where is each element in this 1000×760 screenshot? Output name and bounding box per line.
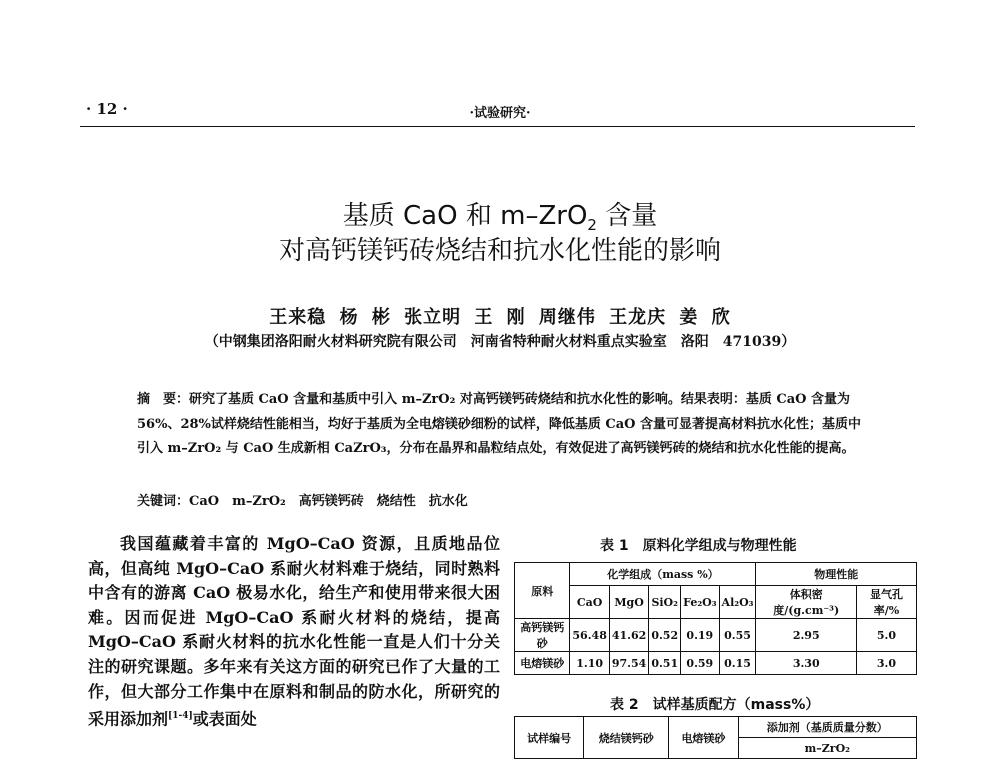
table-1-caption: 表 1 原料化学组成与物理性能 (600, 538, 797, 554)
table-cell: 3.30 (756, 652, 856, 675)
table-header: 电熔镁砂 (669, 717, 738, 759)
table-row (515, 652, 917, 675)
body-paragraph (88, 532, 500, 732)
table-cell: 56.48 (570, 619, 609, 652)
table-cell: 5.0 (856, 619, 916, 652)
page-number: · 12 · (86, 100, 128, 118)
table-cell: 高钙镁钙砂 (515, 619, 570, 652)
table-cell: 电熔镁砂 (515, 652, 570, 675)
table-column-header: SiO₂ (649, 586, 681, 619)
table-column-header: m–ZrO₂ (738, 738, 916, 759)
table-cell: 0.15 (719, 652, 756, 675)
table-cell: 0.52 (649, 619, 681, 652)
table-column-header: CaO (570, 586, 609, 619)
title-subscript: 2 (587, 216, 597, 235)
running-header: ·试验研究· (469, 106, 531, 121)
paper-title-line-2: 对高钙镁钙砖烧结和抗水化性能的影响 (278, 236, 721, 266)
citation: [1-4] (168, 711, 193, 722)
table-cell: 2.95 (756, 619, 856, 652)
abstract-label: 摘 要： (137, 392, 190, 407)
body-text-part-2: 或表面处 (192, 709, 257, 729)
table-cell: 0.19 (681, 619, 719, 652)
affiliation: （中钢集团洛阳耐火材料研究院有限公司 河南省特种耐火材料重点实验室 洛阳 471039） (204, 334, 796, 350)
table-column-header: 体积密度/(g.cm⁻³) (756, 586, 856, 619)
table-column-header: 显气孔率/% (856, 586, 916, 619)
body-text (88, 532, 500, 732)
table-cell: 0.59 (681, 652, 719, 675)
table-cell: 97.54 (609, 652, 648, 675)
table-header: 烧结镁钙砂 (584, 717, 669, 759)
table-header: 物理性能 (756, 563, 917, 586)
keywords (137, 490, 865, 509)
header-rule (80, 126, 915, 127)
table-cell: 3.0 (856, 652, 916, 675)
table-cell: 0.51 (649, 652, 681, 675)
table-column-header: Al₂O₃ (719, 586, 756, 619)
table-row (515, 619, 917, 652)
table-header: 添加剂（基质质量分数） (738, 717, 916, 738)
keywords-label: 关键词： (137, 494, 190, 509)
table-header: 试样编号 (515, 717, 584, 759)
abstract (137, 388, 865, 462)
body-text-part-1: 我国蕴藏着丰富的 MgO–CaO 资源，且质地品位高，但高纯 MgO–CaO 系耐火材料难于烧结，同时熟料中含有的游离 CaO 极易水化，给生产和使用带来很大困难。因而促进 MgO–CaO 系耐火材料的烧结，提高 MgO–CaO 系耐火材料的抗水化性能一直是人们十分关注的研究课题。多年来有关这方面的研究已作了大量的工作，但大部分工作集中在原料和制品的防水化，所研究的采用添加剂 (88, 534, 500, 729)
table-cell: 0.55 (719, 619, 756, 652)
table-1 (514, 562, 917, 675)
table-2 (514, 716, 917, 759)
authors: 王来稳 杨 彬 张立明 王 刚 周继伟 王龙庆 姜 欣 (269, 307, 731, 328)
table-column-header: Fe₂O₃ (681, 586, 719, 619)
table-column-header: MgO (609, 586, 648, 619)
table-header: 原料 (515, 563, 570, 619)
table-header: 化学组成（mass %） (570, 563, 756, 586)
paper-title-line-1 (0, 195, 1000, 234)
keywords-text: CaO m–ZrO₂ 高钙镁钙砖 烧结性 抗水化 (189, 494, 468, 509)
table-cell: 41.62 (609, 619, 648, 652)
table-cell: 1.10 (570, 652, 609, 675)
title-part-1: 基质 CaO 和 m–ZrO (342, 201, 588, 231)
table-2-caption: 表 2 试样基质配方（mass%） (610, 697, 820, 713)
title-part-2: 含量 (596, 201, 658, 231)
abstract-text: 研究了基质 CaO 含量和基质中引入 m–ZrO₂ 对高钙镁钙砖烧结和抗水化性的影响。结果表明：基质 CaO 含量为 56%、28%试样烧结性能相当，均好于基质为全电熔镁砂细粉的试样，降低基质 CaO 含量可显著提高材料抗水化性；基质中引入 m–ZrO₂ 与 CaO 生成新相 CaZrO₃，分布在晶界和晶粒结点处，有效促进了高钙镁钙砖的烧结和抗水化性能的提高。 (137, 392, 862, 456)
